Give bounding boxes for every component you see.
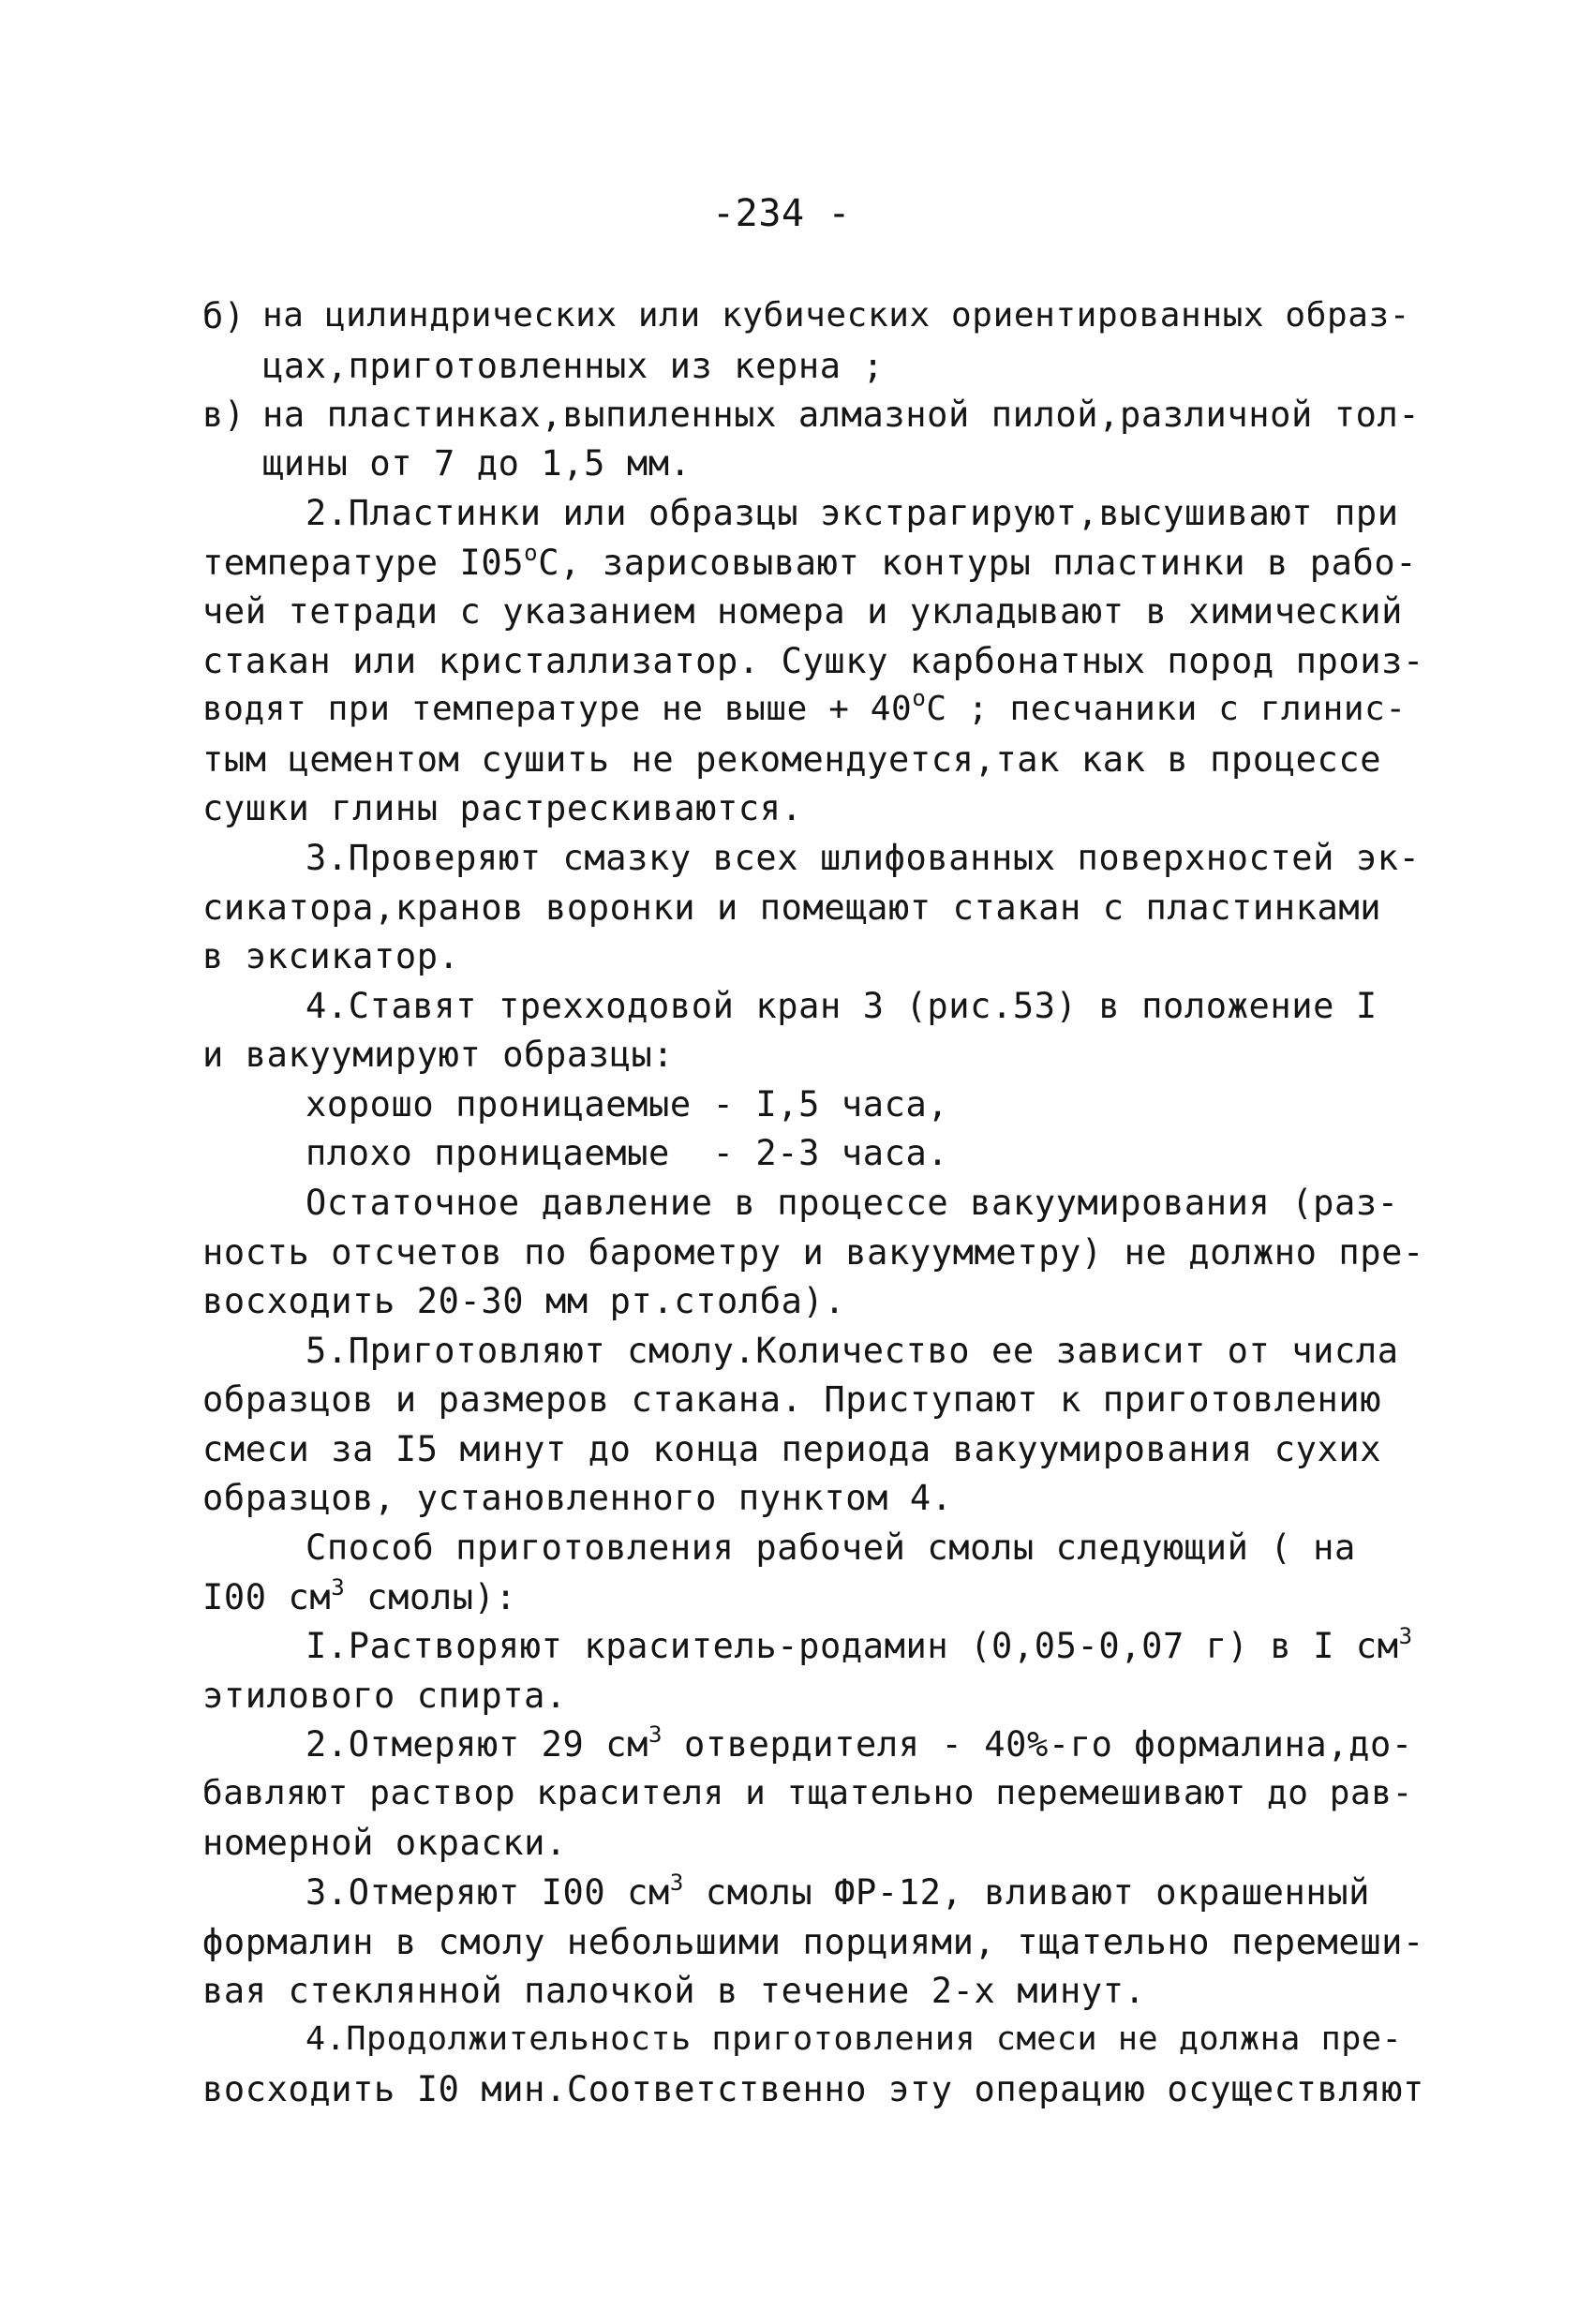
method-step1-line-2: этилового спирта. [202,1676,567,1716]
list-marker-v: в) [202,395,246,435]
vacuum-time-good: хорошо проницаемые - I,5 часа, [305,1084,949,1125]
list-item-b-line-2: цах,приготовленных из керна ; [262,346,885,386]
residual-pressure-line-1: Остаточное давление в процессе вакуумирования (раз- [305,1183,1399,1223]
list-item-v-line-1: на пластинках,выпиленных алмазной пилой,различной тол- [262,395,1421,435]
step5-line-4: образцов, установленного пунктом 4. [202,1478,953,1518]
vacuum-time-poor: плохо проницаемые - 2-3 часа. [305,1133,949,1173]
residual-pressure-line-2: ность отсчетов по барометру и вакуумметру) не должно пре- [202,1232,1424,1273]
list-item-b-line-1: на цилиндрических или кубических ориентированных образ- [262,296,1411,335]
method-step4-line-1: 4.Продолжительность приготовления смеси не должна пре- [305,2020,1403,2058]
step2-line-5: водят при температуре не выше + $40^oС$ ; песчаники с глинис- [202,685,1407,728]
method-intro-line-2: I00 $см^3$ смолы): [202,1574,517,1617]
step2-line-3: чей тетради с указанием номера и укладывают в химический [202,591,1404,632]
step2-line-4: стакан или кристаллизатор. Сушку карбонатных пород произ- [202,641,1424,681]
list-marker-b: б) [202,296,246,336]
step5-line-2: образцов и размеров стакана. Приступают к приготовлению [202,1379,1382,1420]
step3-line-1: 3.Проверяют смазку всех шлифованных поверхностей эк- [305,838,1421,878]
method-step4-line-2: восходить I0 мин.Соответственно эту операцию осуществляют [202,2069,1424,2109]
method-step2-line-3: номерной окраски. [202,1823,567,1863]
method-step3-line-2: формалин в смолу небольшими порциями, тщательно перемеши- [202,1922,1424,1962]
residual-pressure-line-3: восходить 20-30 мм рт.столба). [202,1281,846,1321]
method-intro-line-1: Способ приготовления рабочей смолы следующий ( на [305,1527,1356,1568]
step2-line-7: сушки глины растрескиваются. [202,788,803,828]
method-step3-line-3: вая стеклянной палочкой в течение 2-х минут. [202,1971,1146,2011]
method-step2-line-1: 2.Отмеряют 29 $см^3$ отвердителя - 40%-го формалина,до- [305,1721,1413,1765]
step4-line-1: 4.Ставят трехходовой кран 3 (рис.53) в положение I [305,986,1378,1026]
step2-line-1: 2.Пластинки или образцы экстрагируют,высушивают при [305,493,1399,533]
step5-line-3: смеси за I5 минут до конца периода вакуумирования сухих [202,1429,1382,1469]
page-number: -234 - [712,192,852,235]
method-step3-line-1: 3.Отмеряют I00 $см^3$ смолы ФР-12, вливают окрашенный [305,1870,1370,1913]
list-item-v-line-2: щины от 7 до 1,5 мм. [262,443,692,484]
method-step2-line-2: бавляют раствор красителя и тщательно перемешивают до рав- [202,1774,1413,1812]
step3-line-2: сикатора,кранов воронки и помещают стакан с пластинками [202,887,1382,928]
step3-line-3: в эксикатор. [202,936,460,976]
step5-line-1: 5.Приготовляют смолу.Количество ее зависит от числа [305,1331,1399,1371]
step2-line-6: тым цементом сушить не рекомендуется,так как в процессе [202,739,1382,780]
step4-line-2: и вакуумируют образцы: [202,1035,675,1075]
step2-line-2: температуре I05$^o$С, зарисовывают контуры пластинки в рабо- [202,540,1418,583]
method-step1-line-1: I.Растворяют краситель-родамин (0,05-0,07 г) в I $см^3$ [305,1623,1413,1666]
